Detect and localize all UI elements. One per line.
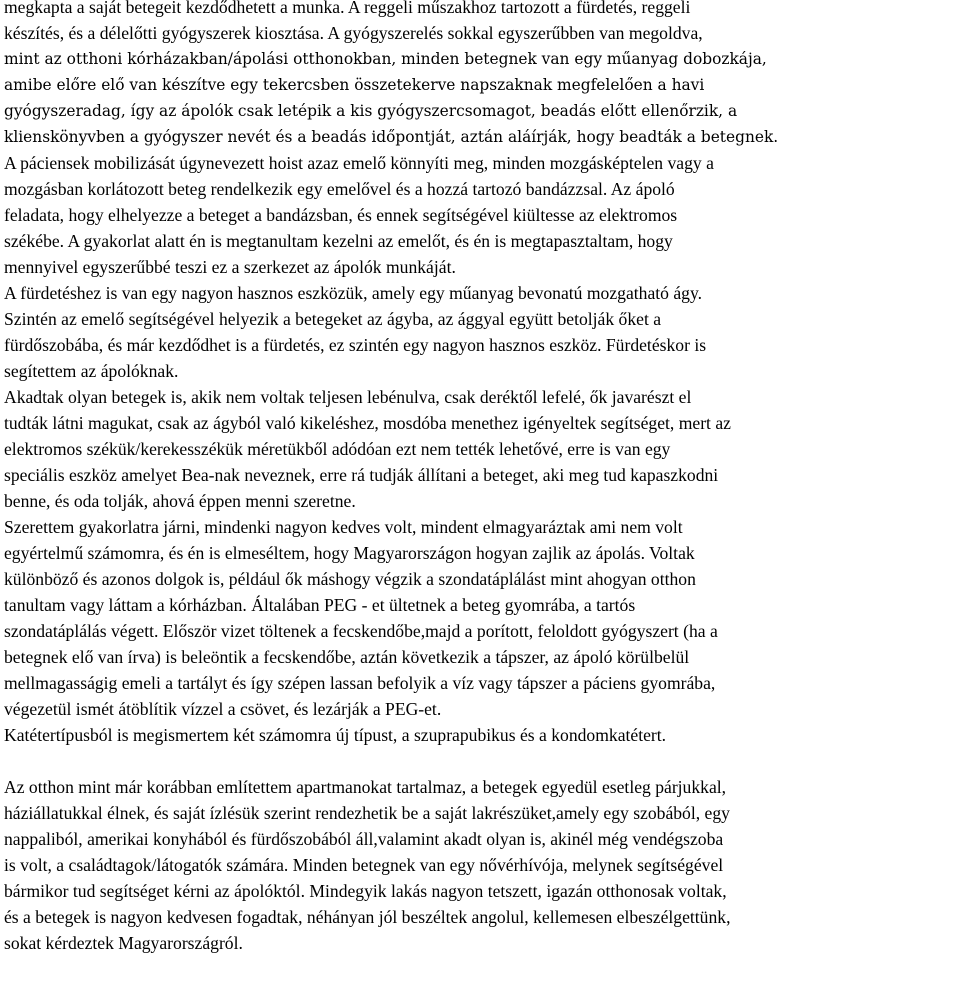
text-line-4: amibe előre elő van készítve egy tekercsben összetekerve napszaknak megfelelően a havi xyxy=(4,76,705,94)
text-line-34: is volt, a családtagok/látogatók számára. Minden betegnek van egy nővérhívója, melynek segítségével xyxy=(4,855,724,875)
text-line-6: klienskönyvben a gyógyszer nevét és a beadás időpontját, aztán aláírják, hogy beadták a betegnek. xyxy=(4,128,779,146)
text-line-24: tanultam vagy láttam a kórházban. Általában PEG - et ültetnek a beteg gyomrába, a tartós xyxy=(4,595,636,615)
text-line-3: mint az otthoni kórházakban/ápolási otthonokban, minden betegnek van egy műanyag dobozkája, xyxy=(4,50,767,68)
text-line-21: Szerettem gyakorlatra járni, mindenki nagyon kedves volt, mindent elmagyaráztak ami nem volt xyxy=(4,517,683,537)
text-line-23: különböző és azonos dolgok is, például ők máshogy végzik a szondatáplálást mint ahogyan otthon xyxy=(4,569,696,589)
text-line-5: gyógyszeradag, így az ápolók csak letépik a kis gyógyszercsomagot, beadás előtt ellenőrzik, a xyxy=(4,102,738,120)
text-line-19: speciális eszköz amelyet Bea-nak neveznek, erre rá tudják állítani a beteget, aki meg tud kapaszkodni xyxy=(4,465,719,485)
blank-line xyxy=(4,748,958,774)
text-line-1: megkapta a saját betegeit kezdődhetett a munka. A reggeli műszakhoz tartozott a fürdetés, reggeli xyxy=(4,0,691,17)
text-line-22: egyértelmű számomra, és én is elmeséltem, hogy Magyarországon hogyan zajlik az ápolás. Voltak xyxy=(4,543,695,563)
text-line-25: szondatáplálás végett. Először vizet töltenek a fecskendőbe,majd a porított, feloldott gyógyszert (ha a xyxy=(4,621,718,641)
text-line-29: Katétertípusból is megismertem két számomra új típust, a szuprapubikus és a kondomkatétert. xyxy=(4,725,667,745)
text-line-15: segítettem az ápolóknak. xyxy=(4,361,179,381)
text-line-18: elektromos székük/kerekesszékük méretükből adódóan ezt nem tették lehetővé, erre is van egy xyxy=(4,439,671,459)
text-line-36: és a betegek is nagyon kedvesen fogadtak, néhányan jól beszéltek angolul, kellemesen elbeszélgettünk, xyxy=(4,907,731,927)
document-page xyxy=(4,0,958,956)
text-line-16: Akadtak olyan betegek is, akik nem voltak teljesen lebénulva, csak deréktől lefelé, ők javarészt el xyxy=(4,387,692,407)
text-line-14: fürdőszobába, és már kezdődhet is a fürdetés, ez szintén egy nagyon hasznos eszköz. Fürdetéskor is xyxy=(4,335,707,355)
text-line-32: háziállatukkal élnek, és saját ízlésük szerint rendezhetik be a saját lakrészüket,amely egy szobából, egy xyxy=(4,803,730,823)
text-line-33: nappaliból, amerikai konyhából és fürdőszobából áll,valamint akadt olyan is, akinél még vendégszoba xyxy=(4,829,724,849)
text-line-12: A fürdetéshez is van egy nagyon hasznos eszközük, amely egy műanyag bevonatú mozgatható ágy. xyxy=(4,283,702,303)
text-line-17: tudták látni magukat, csak az ágyból való kikeléshez, mosdóba menethez igényeltek segítséget, mert az xyxy=(4,413,731,433)
text-line-20: benne, és oda tolják, ahová éppen menni szeretne. xyxy=(4,491,356,511)
text-line-31: Az otthon mint már korábban említettem apartmanokat tartalmaz, a betegek egyedül esetleg párjukkal, xyxy=(4,777,727,797)
text-line-9: feladata, hogy elhelyezze a beteget a bandázsban, és ennek segítségével kiültesse az elektromos xyxy=(4,205,678,225)
text-line-26: betegnek elő van írva) is beleöntik a fecskendőbe, aztán következik a tápszer, az ápoló körülbelül xyxy=(4,647,690,667)
text-line-2: készítés, és a délelőtti gyógyszerek kiosztása. A gyógyszerelés sokkal egyszerűbben van megoldva, xyxy=(4,23,703,43)
text-line-7: A páciensek mobilizását úgynevezett hoist azaz emelő könnyíti meg, minden mozgásképtelen vagy a xyxy=(4,153,714,173)
text-line-27: mellmagasságig emeli a tartályt és így szépen lassan befolyik a víz vagy tápszer a páciens gyomrába, xyxy=(4,673,716,693)
text-line-28: végezetül ismét átöblítik vízzel a csövet, és lezárják a PEG-et. xyxy=(4,699,442,719)
text-line-11: mennyivel egyszerűbbé teszi ez a szerkezet az ápolók munkáját. xyxy=(4,257,456,277)
text-line-35: bármikor tud segítséget kérni az ápolóktól. Mindegyik lakás nagyon tetszett, igazán otthonosak voltak, xyxy=(4,881,727,901)
text-line-37: sokat kérdeztek Magyarországról. xyxy=(4,933,243,953)
text-line-13: Szintén az emelő segítségével helyezik a betegeket az ágyba, az ággyal együtt betolják őket a xyxy=(4,309,662,329)
text-line-10: székébe. A gyakorlat alatt én is megtanultam kezelni az emelőt, és én is megtapasztaltam, hogy xyxy=(4,231,673,251)
text-line-8: mozgásban korlátozott beteg rendelkezik egy emelővel és a hozzá tartozó bandázzsal. Az ápoló xyxy=(4,179,675,199)
